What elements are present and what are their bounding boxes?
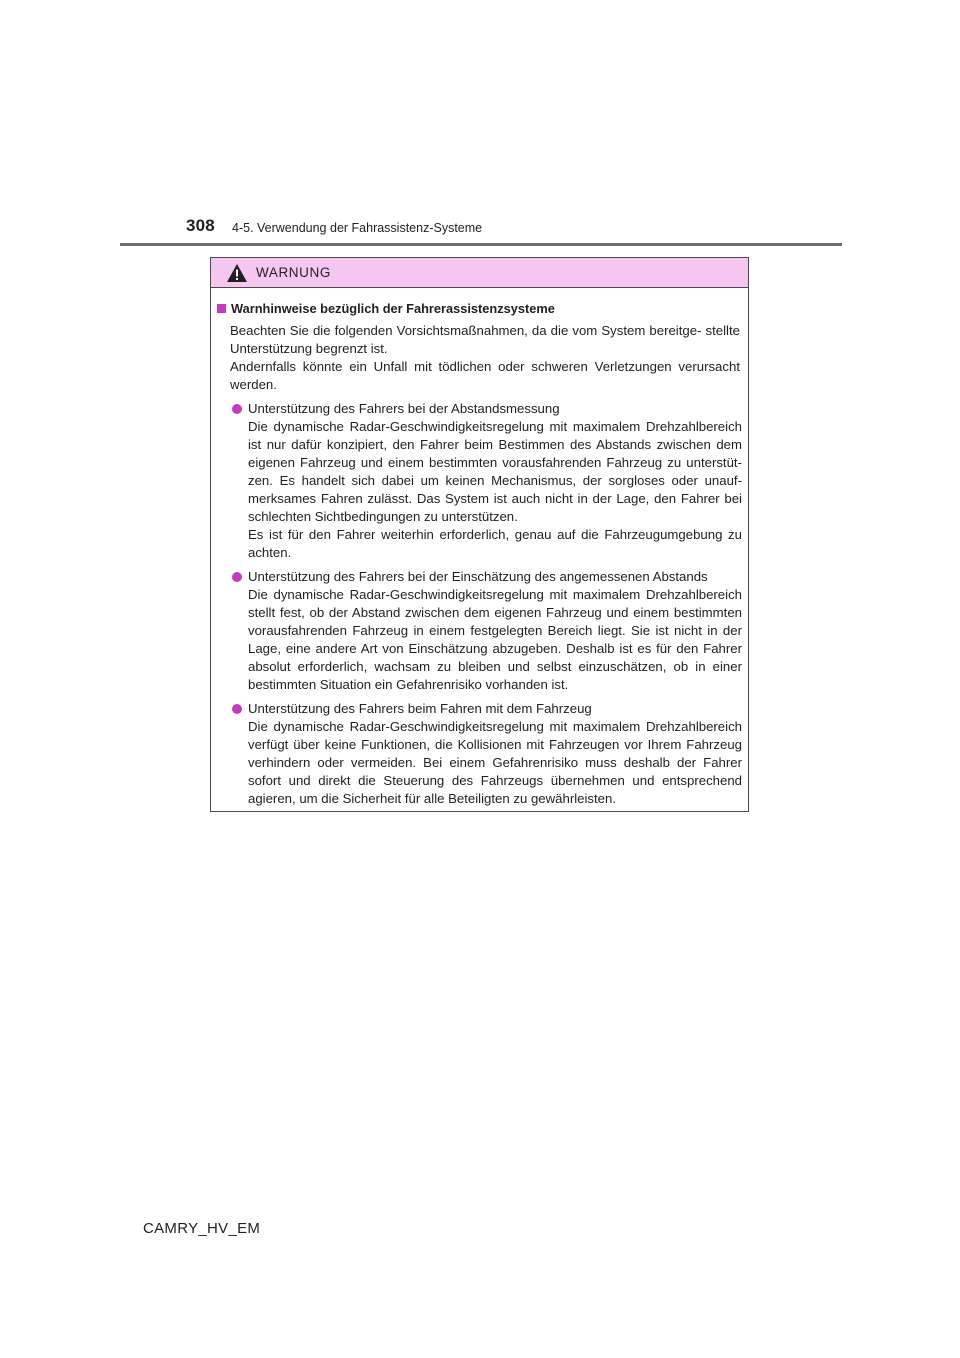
header-rule bbox=[120, 243, 842, 246]
list-item-paragraph: Die dynamische Radar-Geschwindigkeitsregelung mit maximalem Drehzahlbereich stellt fest, ob der Abstand zwischen dem eigenen Fahrzeug und einem bestimmten vorausfahrenden Fahrzeug in einem festgelegten Bereich liegt. Sie ist nicht in der Lage, eine andere Art von Einschätzung abzugeben. Deshalb ist es für den Fahrer absolut erforderlich, wachsam zu bleiben und selbst einzuschätzen, ob in einer bestimmten Situation ein Gefahrenrisiko vorhanden ist. bbox=[248, 587, 742, 692]
list-item-title: Unterstützung des Fahrers bei der Abstandsmessung bbox=[248, 401, 560, 416]
circle-bullet-icon bbox=[232, 704, 242, 714]
warning-box bbox=[210, 257, 749, 812]
list-item-text bbox=[248, 568, 742, 694]
list-item bbox=[232, 400, 742, 562]
list-item bbox=[232, 568, 742, 694]
list-item-paragraph: Die dynamische Radar-Geschwindigkeitsregelung mit maximalem Drehzahlbereich verfügt über keine Funktionen, die Kollisionen mit Fahrzeugen vor Ihrem Fahrzeug verhindern oder vermeiden. Bei einem Gefahrenrisiko muss deshalb der Fahrer sofort und direkt die Steuerung des Fahrzeugs übernehmen und entsprechend agieren, um die Sicherheit für alle Beteiligten zu gewährleisten. bbox=[248, 719, 742, 806]
warning-body bbox=[211, 288, 748, 808]
circle-bullet-icon bbox=[232, 572, 242, 582]
list-item bbox=[232, 700, 742, 808]
footer-code: CAMRY_HV_EM bbox=[143, 1220, 261, 1237]
warning-heading-text: Warnhinweise bezüglich der Fahrerassistenzsysteme bbox=[231, 301, 555, 316]
list-item-text bbox=[248, 700, 742, 808]
warning-label: WARNUNG bbox=[256, 265, 331, 280]
warning-header bbox=[211, 258, 748, 288]
list-item-paragraph: Die dynamische Radar-Geschwindigkeitsregelung mit maximalem Drehzahlbereich ist nur dafür konzipiert, den Fahrer beim Bestimmen des Abstands zwischen dem eigenen Fahrzeug und einem bestimmten vorausfahrenden Fahrzeug zu unterstüt- zen. Es handelt sich dabei um keinen Mechanismus, der sorgloses oder unauf- merksames Fahren zulässt. Das System ist auch nicht in der Lage, den Fahrer bei schlechten Sichtbedingungen zu unterstützen. bbox=[248, 419, 742, 524]
section-title: 4-5. Verwendung der Fahrassistenz-Systeme bbox=[232, 221, 483, 235]
warning-heading bbox=[217, 300, 742, 318]
list-item-text bbox=[248, 400, 742, 562]
square-bullet-icon bbox=[217, 304, 226, 313]
warning-intro bbox=[230, 322, 740, 394]
warning-triangle-icon bbox=[226, 263, 248, 283]
list-item-paragraph: Es ist für den Fahrer weiterhin erforderlich, genau auf die Fahrzeugumgebung zu achten. bbox=[248, 527, 742, 560]
circle-bullet-icon bbox=[232, 404, 242, 414]
list-item-title: Unterstützung des Fahrers bei der Einschätzung des angemessenen Abstands bbox=[248, 569, 708, 584]
page-number: 308 bbox=[186, 216, 215, 235]
list-item-title: Unterstützung des Fahrers beim Fahren mit dem Fahrzeug bbox=[248, 701, 592, 716]
intro-paragraph: Andernfalls könnte ein Unfall mit tödlichen oder schweren Verletzungen verursacht werden. bbox=[230, 359, 740, 392]
intro-paragraph: Beachten Sie die folgenden Vorsichtsmaßnahmen, da die vom System bereitge- stellte Unterstützung begrenzt ist. bbox=[230, 323, 740, 356]
